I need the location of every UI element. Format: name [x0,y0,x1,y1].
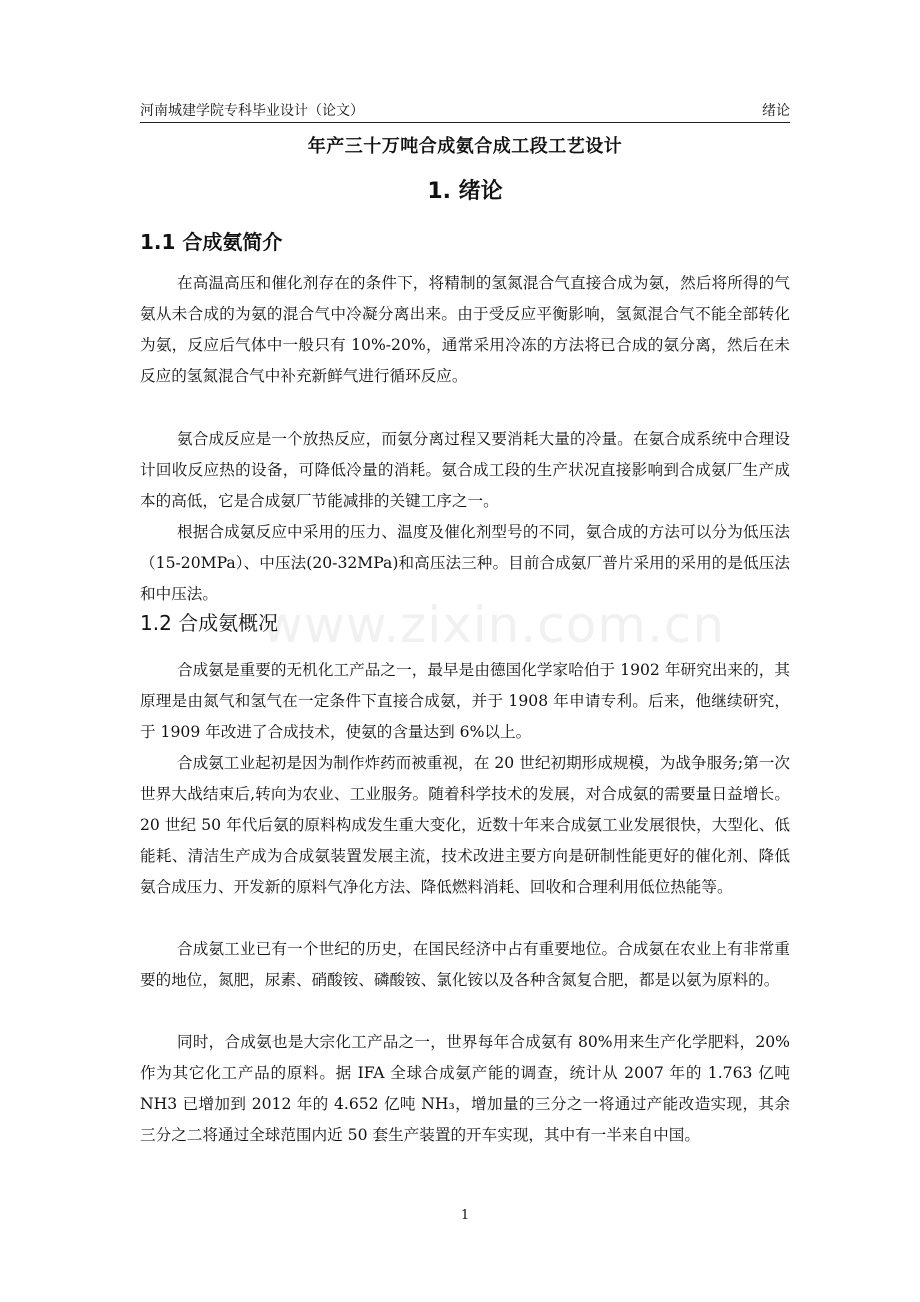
page-header [140,94,790,123]
header-left-text: 河南城建学院专科毕业设计（论文） [140,103,364,119]
paragraph: 根据合成氨反应中采用的压力、温度及催化剂型号的不同，氨合成的方法可以分为低压法（15-20MPa）、中压法(20-32MPa)和高压法三种。目前合成氨厂普片采用的采用的是低压法和中压法。 [140,523,790,603]
section-heading-1-2: 1.2 合成氨概况 [140,611,279,635]
paragraph: 合成氨是重要的无机化工产品之一，最早是由德国化学家哈伯于 1902 年研究出来的，其原理是由氮气和氢气在一定条件下直接合成氨，并于 1908 年申请专利。后来，他继续研究，于 1909 年改进了合成技术，使氨的含量达到 6%以上。 [140,661,790,741]
paragraph: 在高温高压和催化剂存在的条件下，将精制的氢氮混合气直接合成为氨，然后将所得的气氨从未合成的为氨的混合气中冷凝分离出来。由于受反应平衡影响，氢氮混合气不能全部转化为氨，反应后气体中一般只有 10%-20%，通常采用冷冻的方法将已合成的氨分离，然后在未反应的氢氮混合气中补充新鲜气进行循环反应。 [140,274,790,385]
header-right-text: 绪论 [762,103,790,119]
paragraph: 合成氨工业起初是因为制作炸药而被重视，在 20 世纪初期形成规模，为战争服务;第一次世界大战结束后,转向为农业、工业服务。随着科学技术的发展，对合成氨的需要量日益增长。20 世纪 50 年代后氨的原料构成发生重大变化，近数十年来合成氨工业发展很快，大型化、低能耗、清洁生产成为合成氨装置发展主流，技术改进主要方向是研制性能更好的催化剂、降低氨合成压力、开发新的原料气净化方法、降低燃料消耗、回收和合理利用低位热能等。 [140,754,790,896]
document-title: 年产三十万吨合成氨合成工段工艺设计 [307,136,623,157]
chapter-title: 1. 绪论 [427,179,503,204]
section-heading-1-1: 1.1 合成氨简介 [140,230,283,254]
page-number: 1 [460,1208,470,1223]
paragraph: 同时，合成氨也是大宗化工产品之一，世界每年合成氨有 80%用来生产化学肥料，20%作为其它化工产品的原料。据 IFA 全球合成氨产能的调查，统计从 2007 年的 1.763 亿吨 NH3 已增加到 2012 年的 4.652 亿吨 NH₃，增加量的三分之一将通过产能改造实现，其余三分之二将通过全球范围内近 50 套生产装置的开车实现，其中有一半来自中国。 [140,1033,790,1144]
paragraph: 合成氨工业已有一个世纪的历史，在国民经济中占有重要地位。合成氨在农业上有非常重要的地位，氮肥，尿素、硝酸铵、磷酸铵、氯化铵以及各种含氮复合肥，都是以氨为原料的。 [140,940,790,989]
paragraph: 氨合成反应是一个放热反应，而氨分离过程又要消耗大量的冷量。在氨合成系统中合理设计回收反应热的设备，可降低冷量的消耗。氨合成工段的生产状况直接影响到合成氨厂生产成本的高低，它是合成氨厂节能减排的关键工序之一。 [140,430,790,510]
watermark: www.zixin.com.cn [262,596,726,654]
